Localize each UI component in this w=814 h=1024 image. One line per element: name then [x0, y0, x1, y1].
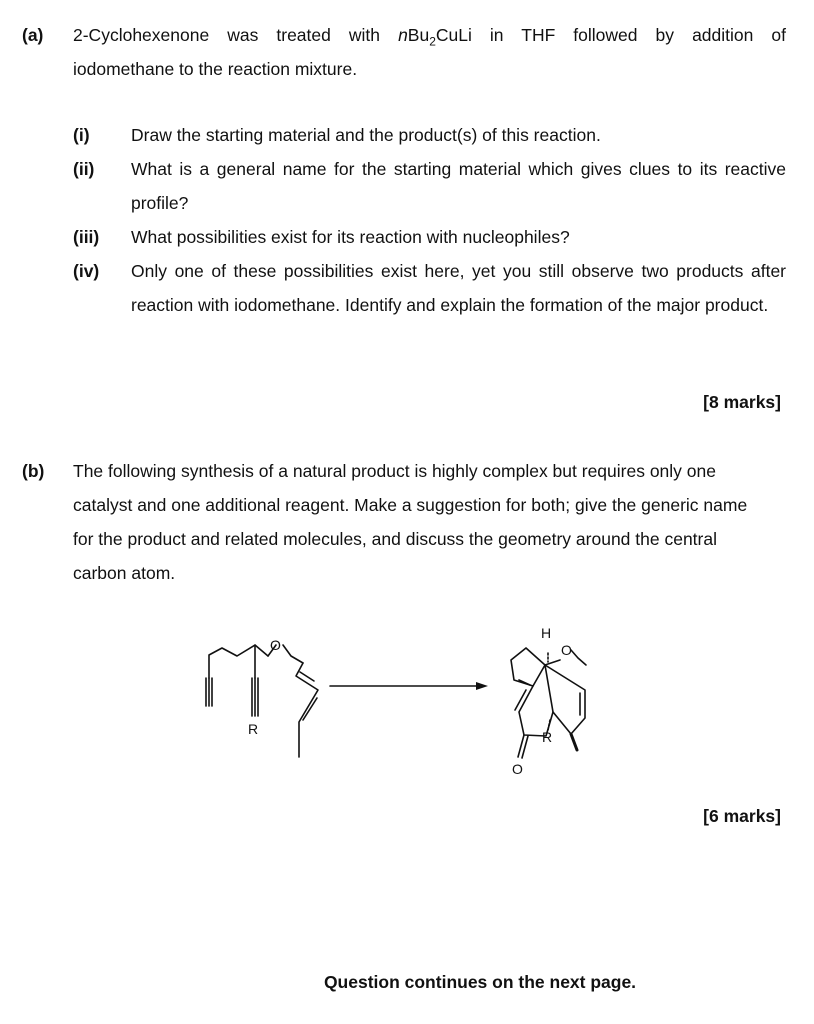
- part-b-marks: [6 marks]: [703, 806, 781, 826]
- sm-oxygen-label: O: [270, 637, 281, 653]
- part-b-text: The following synthesis of a natural product is highly complex but requires only one catalyst and one additional reagent. Make a suggestion for both; give the generic name for the product and related molecules, and discuss the geometry around the central carbon atom.: [73, 461, 748, 583]
- product-ketone-oxygen-label: O: [512, 761, 523, 777]
- question-a-iv-text: Only one of these possibilities exist here, yet you still observe two products after reaction with iodomethane. Identify and explain the formation of the major product.: [131, 261, 786, 315]
- part-a-label: (a): [22, 25, 44, 45]
- product-r-label: R: [542, 729, 553, 745]
- question-a-iv-label: (iv): [73, 261, 100, 281]
- question-a-i-text: Draw the starting material and the product(s) of this reaction.: [131, 125, 601, 145]
- question-a-ii-text: What is a general name for the starting material which gives clues to its reactive profile?: [131, 159, 786, 213]
- question-a-ii-label: (ii): [73, 159, 95, 179]
- part-a-intro-line1: 2-Cyclohexenone was treated with nBu$_2$CuLi in THF followed by addition of: [73, 25, 786, 49]
- question-a-iii-label: (iii): [73, 227, 100, 247]
- reaction-arrow: [330, 682, 488, 690]
- part-b-label: (b): [22, 461, 45, 481]
- product-ring-oxygen-label: O: [561, 642, 572, 658]
- part-a-intro-line2: iodomethane to the reaction mixture.: [73, 59, 358, 79]
- question-a-iii-text: What possibilities exist for its reaction with nucleophiles?: [131, 227, 570, 247]
- starting-material-structure: [206, 645, 318, 757]
- sm-r-label: R: [248, 721, 259, 737]
- reaction-scheme: [0, 600, 814, 800]
- part-a-marks: [8 marks]: [703, 392, 781, 412]
- continues-footer: Question continues on the next page.: [323, 972, 637, 992]
- question-a-i-label: (i): [73, 125, 90, 145]
- product-h-label: H: [541, 625, 552, 641]
